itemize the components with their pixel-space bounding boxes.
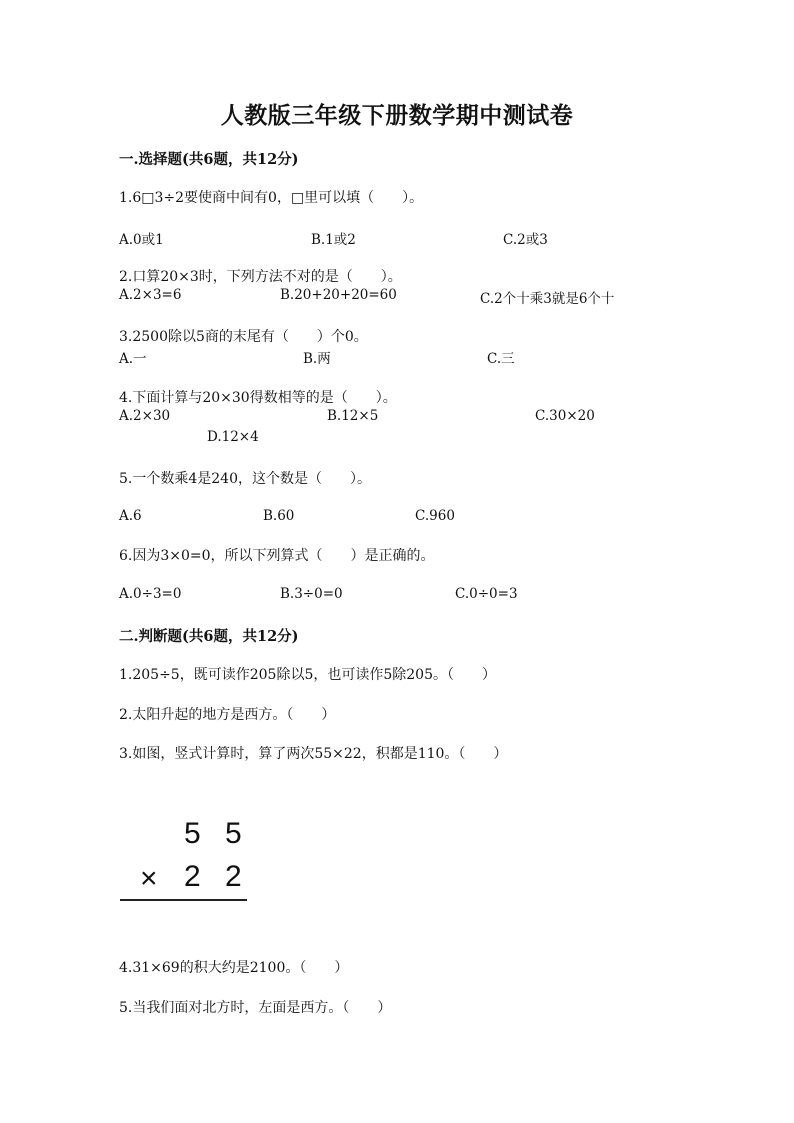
judgement-5: 5.当我们面对北方时，左面是西方。（ ） <box>119 1000 392 1016</box>
question-5-option-b: B.60 <box>263 508 295 524</box>
figure-multiply-sign: × <box>140 862 158 895</box>
question-6-stem: 6.因为3×0=0，所以下列算式（ ）是正确的。 <box>119 548 435 564</box>
section-heading-judgement: 二.判断题(共6题，共12分) <box>119 628 299 645</box>
question-1-stem: 1.6□3÷2要使商中间有0，□里可以填（ ）。 <box>119 190 424 206</box>
question-5-option-a: A.6 <box>119 508 142 524</box>
question-1-option-c: C.2或3 <box>503 232 548 248</box>
figure-bottom-digit-tens: 2 <box>184 860 201 893</box>
question-3-stem: 3.2500除以5商的末尾有（ ）个0。 <box>119 329 368 345</box>
section-heading-choice: 一.选择题(共6题，共12分) <box>119 151 299 168</box>
question-6-option-a: A.0÷3=0 <box>119 586 182 602</box>
question-2-option-a: A.2×3=6 <box>119 287 182 303</box>
question-2-option-b: B.20+20+20=60 <box>280 287 397 303</box>
question-4-option-a: A.2×30 <box>119 408 171 424</box>
judgement-3: 3.如图，竖式计算时，算了两次55×22，积都是110。（ ） <box>119 746 508 762</box>
figure-top-digit-ones: 5 <box>225 817 242 850</box>
question-4-option-c: C.30×20 <box>535 408 595 424</box>
question-3-option-b: B.两 <box>303 351 331 367</box>
judgement-2: 2.太阳升起的地方是西方。（ ） <box>119 707 336 723</box>
judgement-1: 1.205÷5，既可读作205除以5，也可读作5除205。（ ） <box>119 667 496 683</box>
judgement-4: 4.31×69的积大约是2100。（ ） <box>119 960 349 976</box>
question-5-option-c: C.960 <box>415 508 455 524</box>
question-4-option-b: B.12×5 <box>327 408 379 424</box>
question-5-stem: 5.一个数乘4是240，这个数是（ ）。 <box>119 471 371 487</box>
figure-bottom-digit-ones: 2 <box>225 860 242 893</box>
question-1-option-b: B.1或2 <box>311 232 356 248</box>
page-title: 人教版三年级下册数学期中测试卷 <box>220 102 574 129</box>
question-3-option-c: C.三 <box>487 351 515 367</box>
question-6-option-c: C.0÷0=3 <box>455 586 518 602</box>
question-3-option-a: A.一 <box>119 351 147 367</box>
question-1-option-a: A.0或1 <box>119 232 164 248</box>
figure-underline <box>120 899 247 901</box>
figure-top-digit-tens: 5 <box>184 817 201 850</box>
question-2-stem: 2.口算20×3时，下列方法不对的是（ ）。 <box>119 269 402 285</box>
question-4-stem: 4.下面计算与20×30得数相等的是（ ）。 <box>119 390 397 406</box>
question-6-option-b: B.3÷0=0 <box>280 586 343 602</box>
question-2-option-c: C.2个十乘3就是6个十 <box>480 291 615 307</box>
question-4-option-d: D.12×4 <box>207 429 259 445</box>
